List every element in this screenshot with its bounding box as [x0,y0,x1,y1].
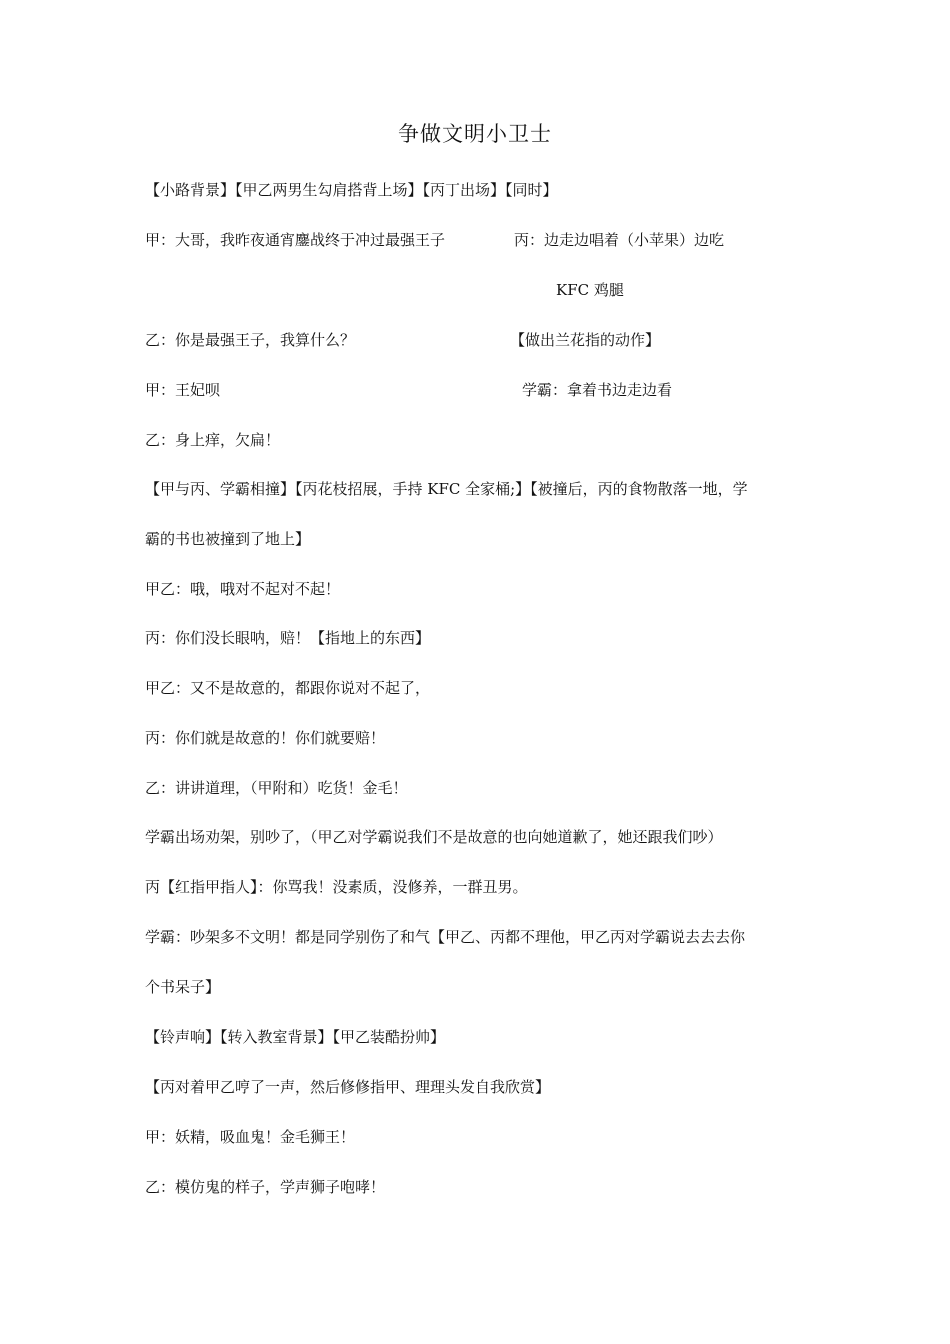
script-line: 甲乙：哦，哦对不起对不起！ [145,580,341,598]
side-note: 【做出兰花指的动作】 [510,331,661,349]
script-line: 甲：大哥，我昨夜通宵鏖战终于冲过最强王子 [145,231,446,249]
script-line: 【丙对着甲乙哼了一声，然后修修指甲、理理头发自我欣赏】 [145,1078,551,1096]
side-note: KFC 鸡腿 [556,281,624,299]
script-line: 乙：讲讲道理，（甲附和）吃货！金毛！ [145,779,408,797]
side-note: 学霸：拿着书边走边看 [522,381,673,399]
script-line: 【小路背景】【甲乙两男生勾肩搭背上场】【丙丁出场】【同时】 [145,181,558,199]
script-line: 学霸出场劝架，别吵了，（甲乙对学霸说我们不是故意的也向她道歉了，她还跟我们吵） [145,828,723,846]
script-line: 个书呆子】 [145,978,221,996]
document-title: 争做文明小卫士 [398,122,552,146]
script-line: 霸的书也被撞到了地上】 [145,530,311,548]
script-line: 丙：你们就是故意的！你们就要赔！ [145,729,386,747]
script-line: 甲：妖精，吸血鬼！金毛狮王！ [145,1128,356,1146]
script-line: 乙：你是最强王子，我算什么？ [145,331,356,349]
side-note: 丙：边走边唱着（小苹果）边吃 [514,231,725,249]
script-line: 甲乙：又不是故意的，都跟你说对不起了， [145,679,431,697]
script-line: 丙【红指甲指人】：你骂我！没素质，没修养，一群丑男。 [145,878,528,896]
script-line: 【甲与丙、学霸相撞】【丙花枝招展，手持 KFC 全家桶;】【被撞后，丙的食物散落一地，学 [145,480,748,498]
script-line: 乙：身上痒，欠扁！ [145,431,281,449]
script-line: 丙：你们没长眼呐，赔！【指地上的东西】 [145,629,431,647]
script-line: 【铃声响】【转入教室背景】【甲乙装酷扮帅】 [145,1028,446,1046]
script-line: 学霸：吵架多不文明！都是同学别伤了和气【甲乙、丙都不理他，甲乙丙对学霸说去去去你 [145,928,746,946]
script-line: 甲：王妃呗 [145,381,221,399]
script-line: 乙：模仿鬼的样子，学声狮子咆哮！ [145,1178,386,1196]
